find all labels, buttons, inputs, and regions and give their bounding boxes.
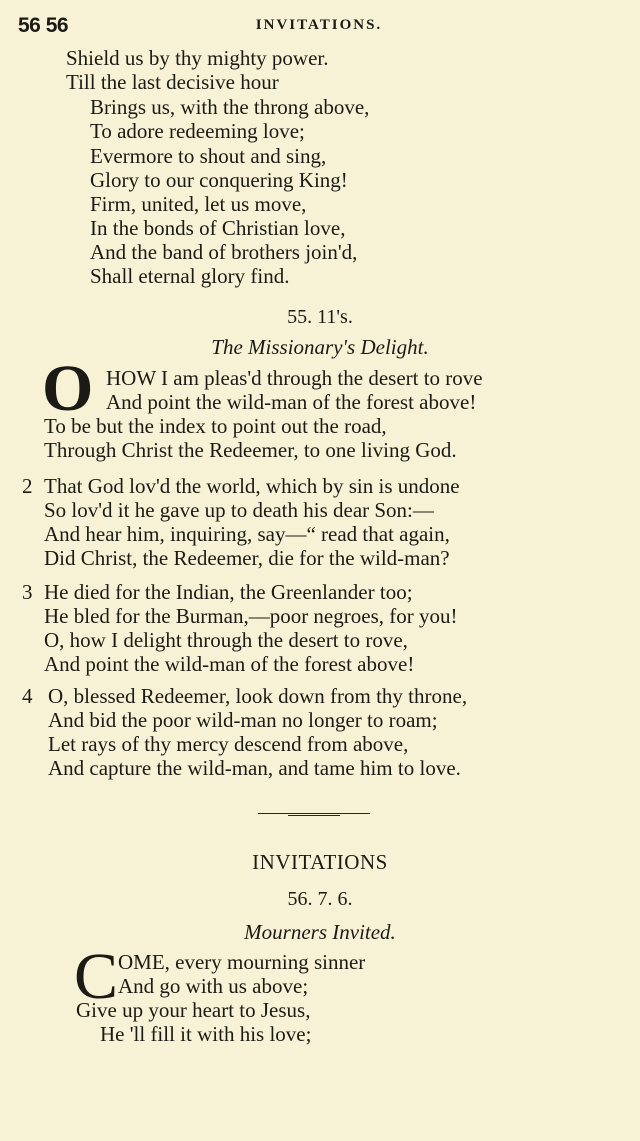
verse-line: That God lov'd the world, which by sin is undone: [44, 474, 460, 498]
drop-cap: C: [74, 940, 119, 1013]
page-header: [18, 14, 620, 40]
hymn-number: 56. 7. 6.: [287, 888, 353, 910]
drop-cap: O: [42, 352, 94, 425]
verse-line: In the bonds of Christian love,: [90, 216, 346, 240]
verse-number: 2: [22, 474, 33, 498]
verse-line: HOW I am pleas'd through the desert to rove: [106, 366, 483, 390]
verse-line: O, blessed Redeemer, look down from thy throne,: [48, 684, 468, 708]
verse-line: Through Christ the Redeemer, to one living God.: [44, 438, 457, 462]
verse-line: Let rays of thy mercy descend from above,: [48, 732, 409, 756]
hymn-title: The Missionary's Delight.: [211, 335, 429, 359]
verse-line: And the band of brothers join'd,: [90, 240, 358, 264]
verse-line: And go with us above;: [118, 974, 309, 998]
verse-line: Till the last decisive hour: [66, 70, 279, 94]
verse-line: And hear him, inquiring, say—“ read that again,: [44, 522, 450, 546]
running-head: INVITATIONS.: [255, 17, 383, 33]
hymn-title: Mourners Invited.: [244, 920, 396, 944]
verse-line: OME, every mourning sinner: [118, 950, 366, 974]
section-divider: [258, 812, 370, 818]
verse-line: To be but the index to point out the road,: [44, 414, 387, 438]
verse-line: And bid the poor wild-man no longer to roam;: [48, 708, 438, 732]
page-number: 56 56: [18, 14, 69, 37]
verse-line: Shield us by thy mighty power.: [66, 46, 329, 70]
section-heading: INVITATIONS: [252, 850, 388, 874]
verse-line: Did Christ, the Redeemer, die for the wild-man?: [44, 546, 450, 570]
verse-line: He 'll fill it with his love;: [100, 1022, 312, 1046]
verse-line: So lov'd it he gave up to death his dear Son:—: [44, 498, 434, 522]
verse-line: O, how I delight through the desert to rove,: [44, 628, 408, 652]
verse-number: 4: [22, 684, 33, 708]
verse-line: Firm, united, let us move,: [90, 192, 307, 216]
verse-line: Give up your heart to Jesus,: [76, 998, 311, 1022]
verse-line: He bled for the Burman,—poor negroes, for you!: [44, 604, 458, 628]
verse-line: And point the wild-man of the forest above!: [106, 390, 477, 414]
verse-line: Evermore to shout and sing,: [90, 144, 327, 168]
verse-line: He died for the Indian, the Greenlander too;: [44, 580, 413, 604]
verse-line: To adore redeeming love;: [90, 119, 305, 143]
verse-line: Shall eternal glory find.: [90, 264, 290, 288]
hymn-number: 55. 11's.: [287, 306, 353, 328]
verse-line: Brings us, with the throng above,: [90, 95, 370, 119]
verse-line: And point the wild-man of the forest above!: [44, 652, 415, 676]
verse-line: And capture the wild-man, and tame him to love.: [48, 756, 461, 780]
verse-line: Glory to our conquering King!: [90, 168, 348, 192]
verse-number: 3: [22, 580, 33, 604]
